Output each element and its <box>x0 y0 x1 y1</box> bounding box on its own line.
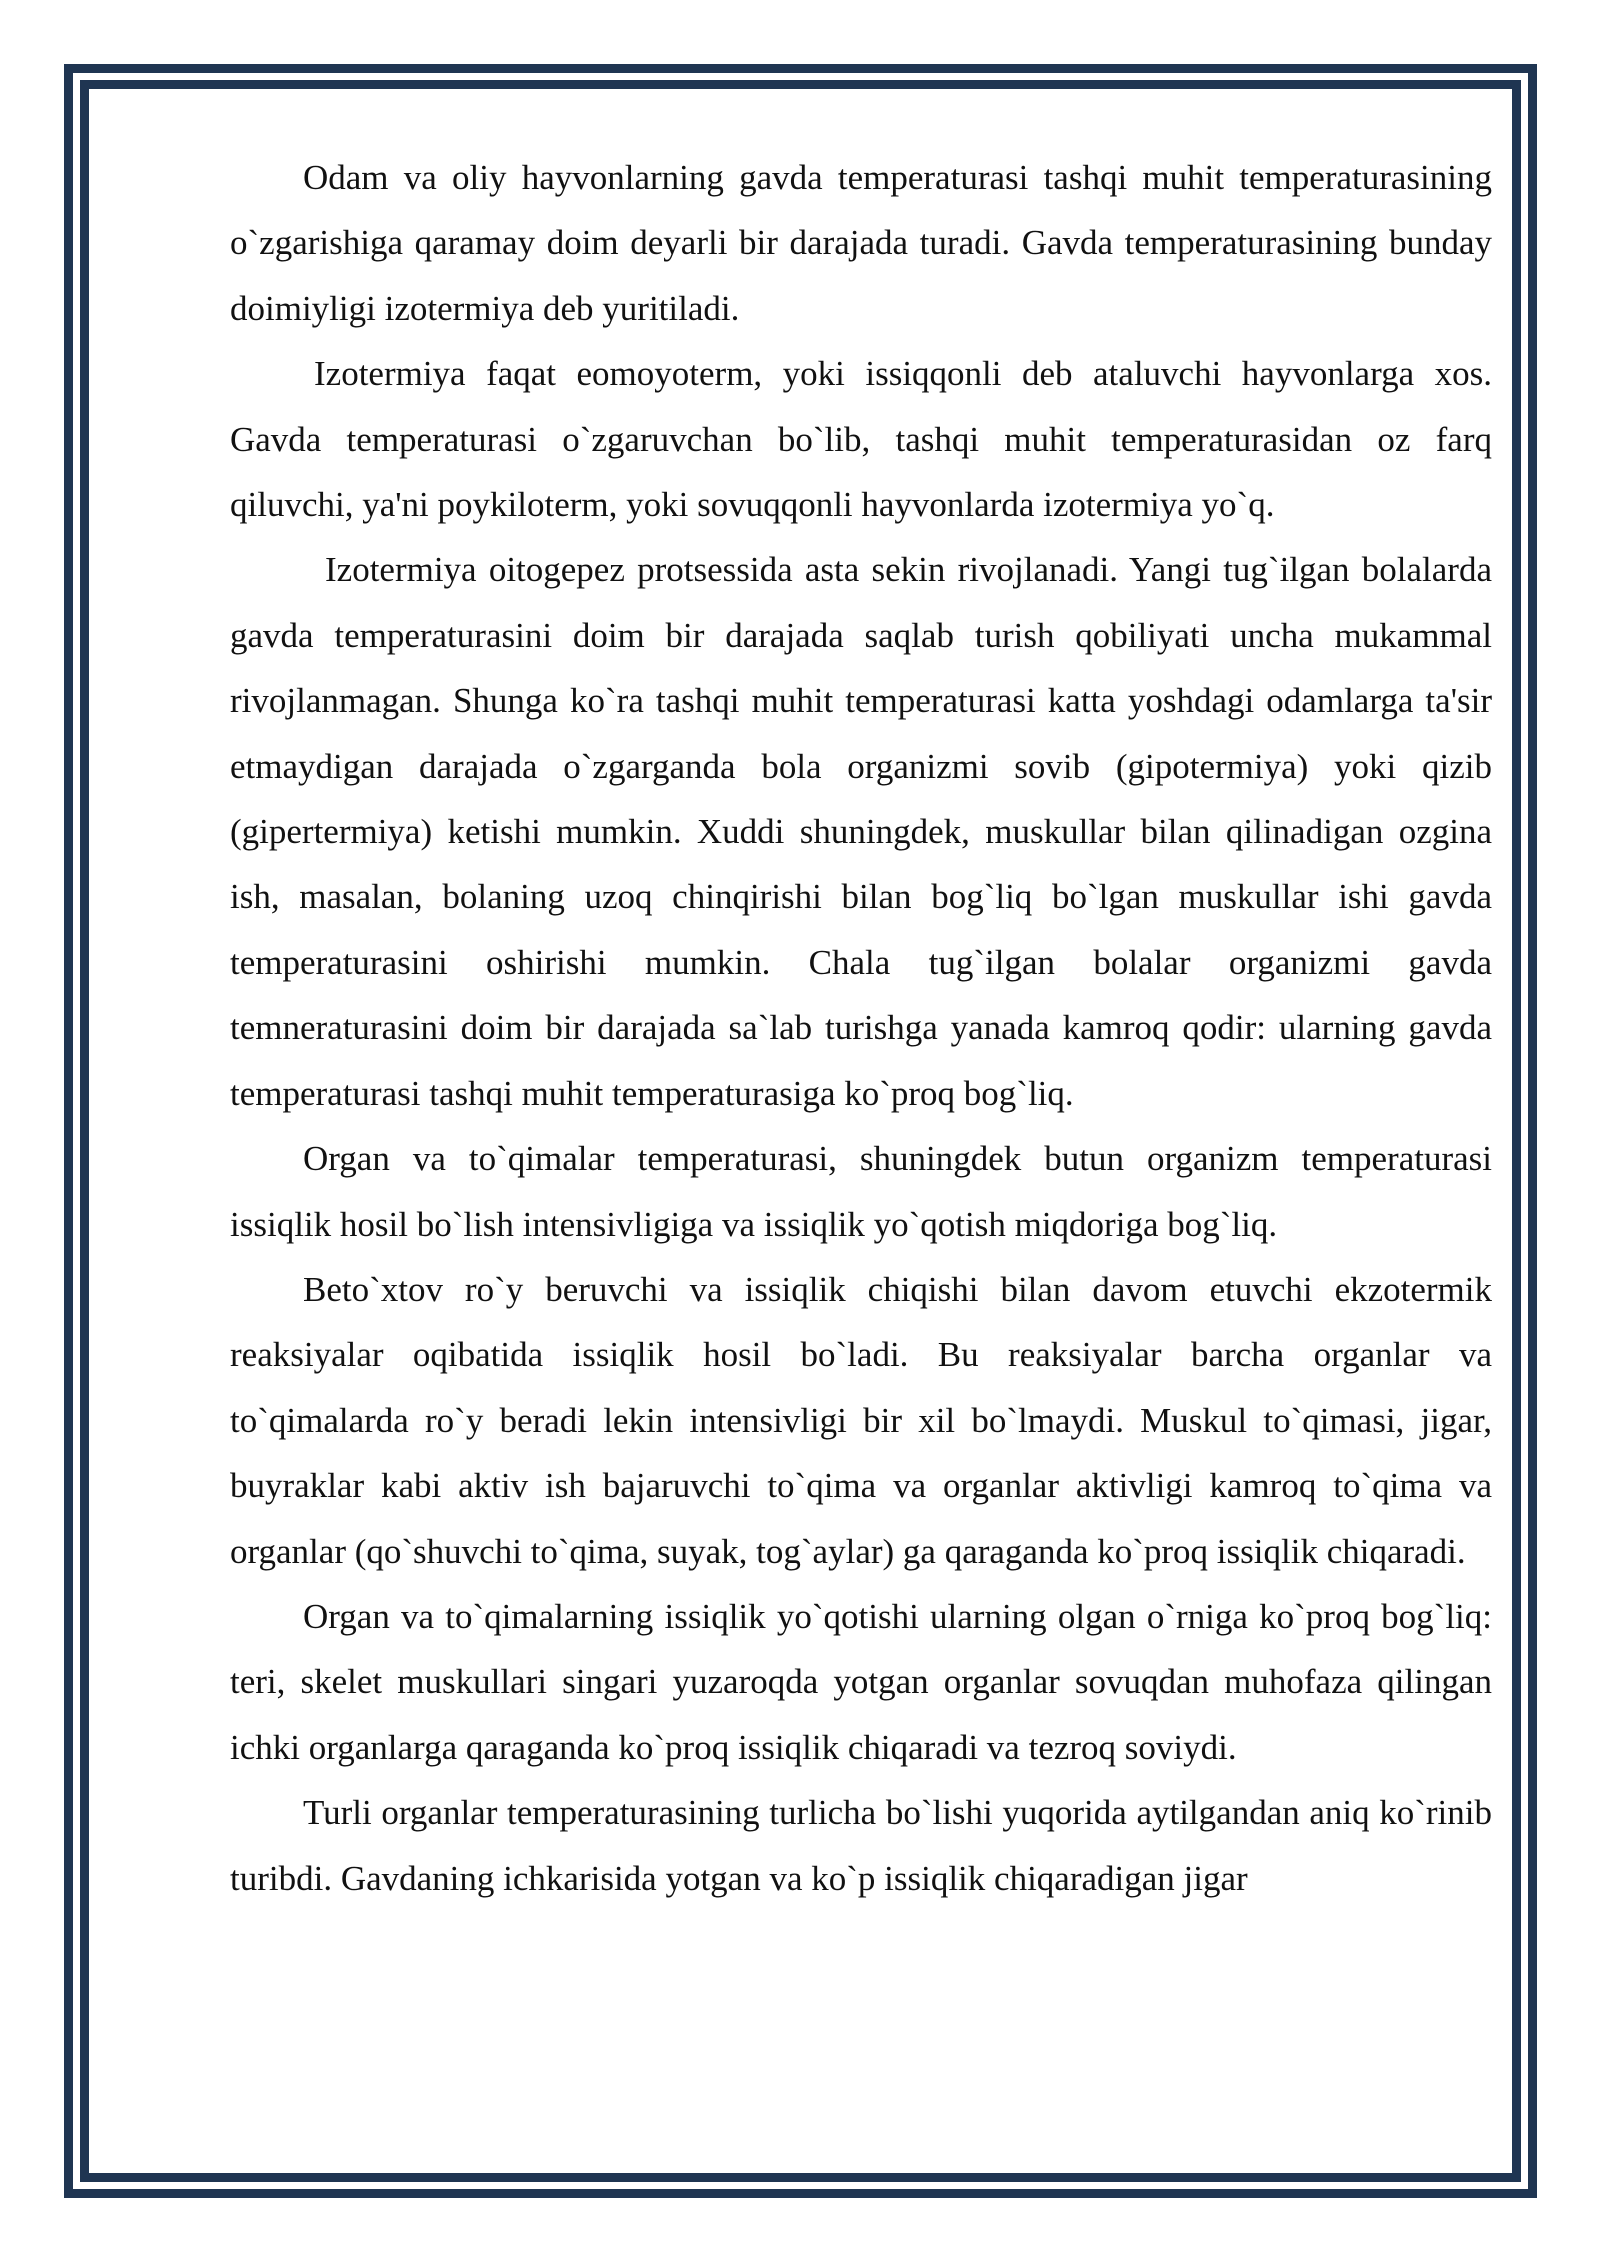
paragraph-issiqqonli-hayvonlar: Izotermiya faqat eomoyoterm, yoki issiqqonli deb ataluvchi hayvonlarga xos. Gavda temperaturasi o`zgaruvchan bo`lib, tashqi muhit temperaturasidan oz farq qiluvchi, ya'ni poykiloterm, yoki sovuqqonli hayvonlarda izotermiya yo`q. <box>230 354 1492 525</box>
paragraph-issiqlik-yoqotishi: Organ va to`qimalarning issiqlik yo`qotishi ularning olgan o`rniga ko`proq bog`liq: teri, skelet muskullari singari yuzaroqda yotgan organlar sovuqdan muhofaza qilingan ichki organlarga qaraganda ko`proq issiqlik chiqaradi va tezroq soviydi. <box>230 1596 1492 1767</box>
paragraph-izotermiya-definition: Odam va oliy hayvonlarning gavda temperaturasi tashqi muhit temperaturasining o`zgarishiga qaramay doim deyarli bir darajada turadi. Gavda temperaturasining bunday doimiyligi izotermiya deb yuritiladi. <box>230 158 1492 328</box>
paragraph-turli-organlar: Turli organlar temperaturasining turlicha bo`lishi yuqorida aytilgandan aniq ko`rinib turibdi. Gavdaning ichkarisida yotgan va ko`p issiqlik chiqaradigan jigar <box>230 1793 1492 1898</box>
document-body <box>230 145 1492 1911</box>
paragraph-ontogenez: Izotermiya oitogepez protsessida asta sekin rivojlanadi. Yangi tug`ilgan bolalarda gavda temperaturasini doim bir darajada saqlab turish qobiliyati uncha mukammal rivojlanmagan. Shunga ko`ra tashqi muhit temperaturasi katta yoshdagi odamlarga ta'sir etmaydigan darajada o`zgarganda bola organizmi sovib (gipotermiya) yoki qizib (gipertermiya) ketishi mumkin. Xuddi shuningdek, muskullar bilan qilinadigan ozgina ish, masalan, bolaning uzoq chinqirishi bilan bog`liq bo`lgan muskullar ishi gavda temperaturasini oshirishi mumkin. Chala tug`ilgan bolalar organizmi gavda temneraturasini doim bir darajada sa`lab turishga yanada kamroq qodir: ularning gavda temperaturasi tashqi muhit temperaturasiga ko`proq bog`liq. <box>230 550 1492 1113</box>
paragraph-organ-temperaturasi: Organ va to`qimalar temperaturasi, shuningdek butun organizm temperaturasi issiqlik hosil bo`lish intensivligiga va issiqlik yo`qotish miqdoriga bog`liq. <box>230 1139 1492 1244</box>
paragraph-issiqlik-hosil-bolishi: Beto`xtov ro`y beruvchi va issiqlik chiqishi bilan davom etuvchi ekzotermik reaksiyalar oqibatida issiqlik hosil bo`ladi. Bu reaksiyalar barcha organlar va to`qimalarda ro`y beradi lekin intensivligi bir xil bo`lmaydi. Muskul to`qimasi, jigar, buyraklar kabi aktiv ish bajaruvchi to`qima va organlar aktivligi kamroq to`qima va organlar (qo`shuvchi to`qima, suyak, tog`aylar) ga qaraganda ko`proq issiqlik chiqaradi. <box>230 1269 1492 1571</box>
